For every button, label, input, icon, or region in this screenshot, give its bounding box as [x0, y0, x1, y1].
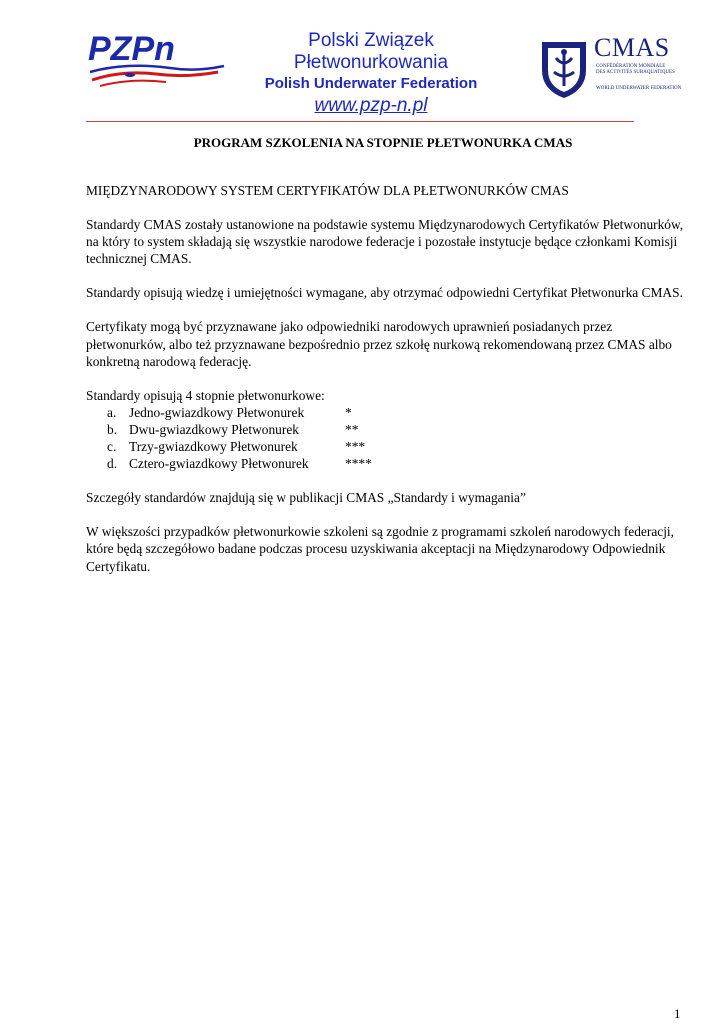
- federation-name-pl-1: Polski Związek: [308, 30, 434, 51]
- cmas-wordmark: CMAS: [594, 33, 670, 62]
- level-stars: ****: [345, 456, 372, 472]
- cmas-logo: [534, 34, 686, 100]
- list-item: [86, 404, 686, 421]
- level-stars: *: [345, 404, 352, 420]
- cmas-subtitle-2: DES ACTIVITÉS SUBAQUATIQUES: [596, 70, 675, 75]
- federation-url-link[interactable]: www.pzp-n.pl: [314, 95, 428, 116]
- federation-name-pl-2: Płetwonurkowania: [293, 52, 449, 73]
- federation-name-en: Polish Underwater Federation: [264, 75, 478, 92]
- page-header: [86, 26, 682, 122]
- header-divider: [86, 121, 634, 122]
- cmas-emblem-icon: [534, 34, 594, 100]
- list-marker: a.: [107, 404, 117, 420]
- cmas-subtitle-3: WORLD UNDERWATER FEDERATION: [596, 86, 682, 91]
- level-name: Dwu-gwiazdkowy Płetwonurek: [129, 421, 299, 437]
- level-name: Trzy-gwiazdkowy Płetwonurek: [129, 439, 298, 455]
- federation-name-block: [236, 30, 506, 118]
- list-item: [86, 455, 686, 472]
- paragraph-1: Standardy CMAS zostały ustanowione na podstawie systemu Międzynarodowych Certyfikatów Płetwonurków, na który to system składają się wszystkie narodowe federacje i pozostałe instytucje będące członkami Komisji technicznej CMAS.: [86, 217, 684, 267]
- pzp-logo-text: PZPn: [88, 30, 175, 68]
- section-heading: MIĘDZYNARODOWY SYSTEM CERTYFIKATÓW DLA PŁETWONURKÓW CMAS: [86, 183, 569, 198]
- levels-list: [86, 404, 686, 472]
- list-marker: b.: [107, 421, 118, 437]
- paragraph-4: Szczegóły standardów znajdują się w publikacji CMAS „Standardy i wymagania”: [86, 490, 526, 506]
- document-title: PROGRAM SZKOLENIA NA STOPNIE PŁETWONURKA CMAS: [193, 135, 573, 150]
- document-body: [86, 182, 686, 592]
- paragraph-3: Certyfikaty mogą być przyznawane jako odpowiedniki narodowych uprawnień posiadanych przez płetwonurków, albo też przyznawane bezpośrednio przez szkołę nurkową rekomendowaną przez CMAS albo konkretną narodową federację.: [86, 319, 672, 369]
- list-item: [86, 421, 686, 438]
- level-stars: ***: [345, 439, 366, 455]
- level-name: Jedno-gwiazdkowy Płetwonurek: [129, 404, 305, 420]
- list-marker: d.: [107, 456, 118, 472]
- level-stars: **: [345, 421, 359, 437]
- paragraph-5: W większości przypadków płetwonurkowie szkoleni są zgodnie z programami szkoleń narodowych federacji, które będą szczegółowo badane podczas procesu uzyskiwania akceptacji na Międzynarodowy Odpowiednik Certyfikatu.: [86, 524, 675, 574]
- pzp-logo-graphic: [86, 28, 228, 90]
- list-item: [86, 438, 686, 455]
- list-marker: c.: [107, 439, 117, 455]
- level-name: Cztero-gwiazdkowy Płetwonurek: [129, 456, 309, 472]
- cmas-subtitle-1: CONFÉDÉRATION MONDIALE: [596, 64, 666, 69]
- levels-intro: Standardy opisują 4 stopnie płetwonurkowe:: [86, 387, 325, 403]
- pzp-logo: [86, 28, 228, 90]
- paragraph-2: Standardy opisują wiedzę i umiejętności wymagane, aby otrzymać odpowiedni Certyfikat Płetwonurka CMAS.: [86, 285, 683, 301]
- page-number: 1: [674, 1006, 681, 1021]
